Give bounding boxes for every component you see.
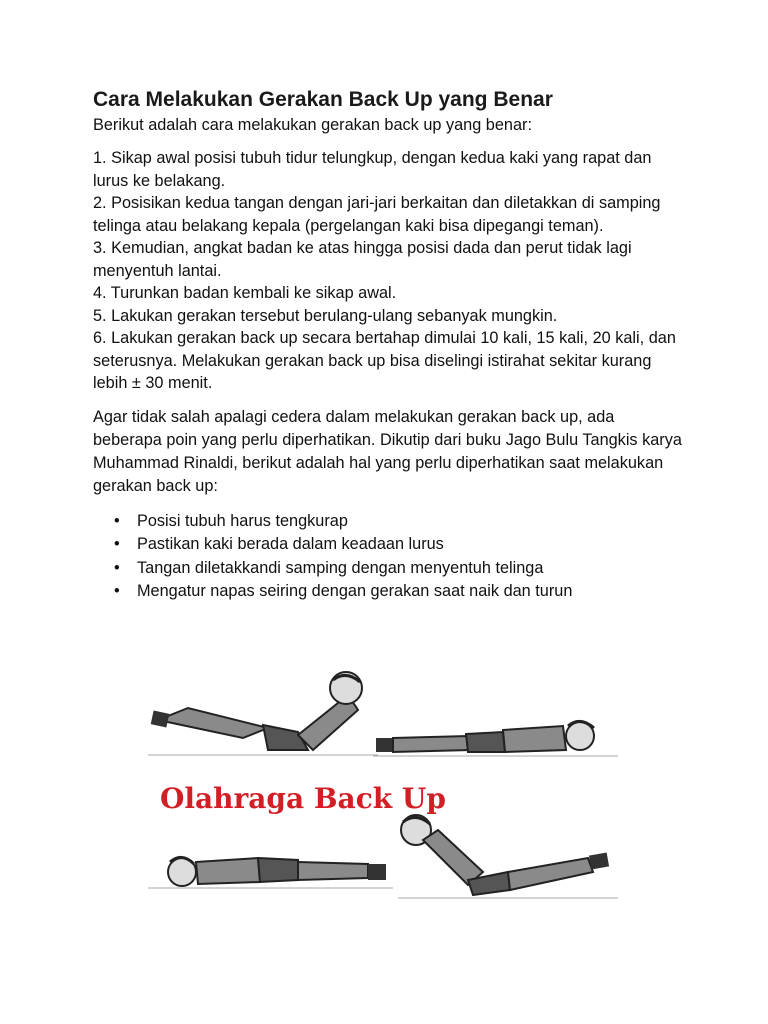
bullet-item	[114, 510, 683, 534]
figure-flat-right	[373, 721, 618, 756]
step-item: 2. Posisikan kedua tangan dengan jari-jari berkaitan dan diletakkan di samping telinga atau belakang kepala (pergelangan kaki bisa dipegangi teman).	[93, 194, 661, 235]
bullet-dot-icon: •	[114, 582, 120, 600]
document-page	[93, 86, 683, 604]
step-item: 3. Kemudian, angkat badan ke atas hingga posisi dada dan perut tidak lagi menyentuh lantai.	[93, 239, 632, 280]
bullet-item	[114, 533, 683, 557]
bullet-text: Mengatur napas seiring dengan gerakan saat naik dan turun	[137, 582, 573, 600]
figure-flat-left	[148, 857, 393, 888]
exercise-figures	[148, 650, 618, 920]
bullet-dot-icon: •	[114, 558, 120, 577]
intro-text: Berikut adalah cara melakukan gerakan back up yang benar:	[93, 116, 532, 134]
bullet-text: Pastikan kaki berada dalam keadaan lurus	[137, 535, 444, 553]
page-title: Cara Melakukan Gerakan Back Up yang Benar	[93, 88, 553, 111]
step-item: 6. Lakukan gerakan back up secara bertahap dimulai 10 kali, 15 kali, 20 kali, dan seterusnya. Melakukan gerakan back up bisa diselingi istirahat sekitar kurang lebih ± 30 menit.	[93, 329, 676, 392]
bullet-dot-icon: •	[114, 511, 120, 530]
notes-paragraph: Agar tidak salah apalagi cedera dalam melakukan gerakan back up, ada beberapa poin yang perlu diperhatikan. Dikutip dari buku Jago Bulu Tangkis karya Muhammad Rinaldi, berikut adalah hal yang perlu diperhatikan saat melakukan gerakan back up:	[93, 407, 682, 495]
step-item: 4. Turunkan badan kembali ke sikap awal.	[93, 284, 397, 302]
bullet-list	[93, 510, 683, 604]
bullet-text: Posisi tubuh harus tengkurap	[137, 511, 348, 530]
back-up-illustration	[148, 650, 618, 920]
step-item: 1. Sikap awal posisi tubuh tidur telungkup, dengan kedua kaki yang rapat dan lurus ke belakang.	[93, 149, 652, 190]
bullet-item	[114, 557, 683, 581]
steps-list	[93, 147, 683, 395]
illustration-caption: Olahraga Back Up	[160, 782, 446, 815]
bullet-dot-icon: •	[114, 535, 120, 553]
figure-raised-right	[398, 815, 618, 898]
step-item: 5. Lakukan gerakan tersebut berulang-ulang sebanyak mungkin.	[93, 306, 558, 325]
figure-raised-left	[148, 672, 378, 755]
bullet-item	[114, 580, 683, 604]
bullet-text: Tangan diletakkandi samping dengan menyentuh telinga	[137, 558, 544, 577]
